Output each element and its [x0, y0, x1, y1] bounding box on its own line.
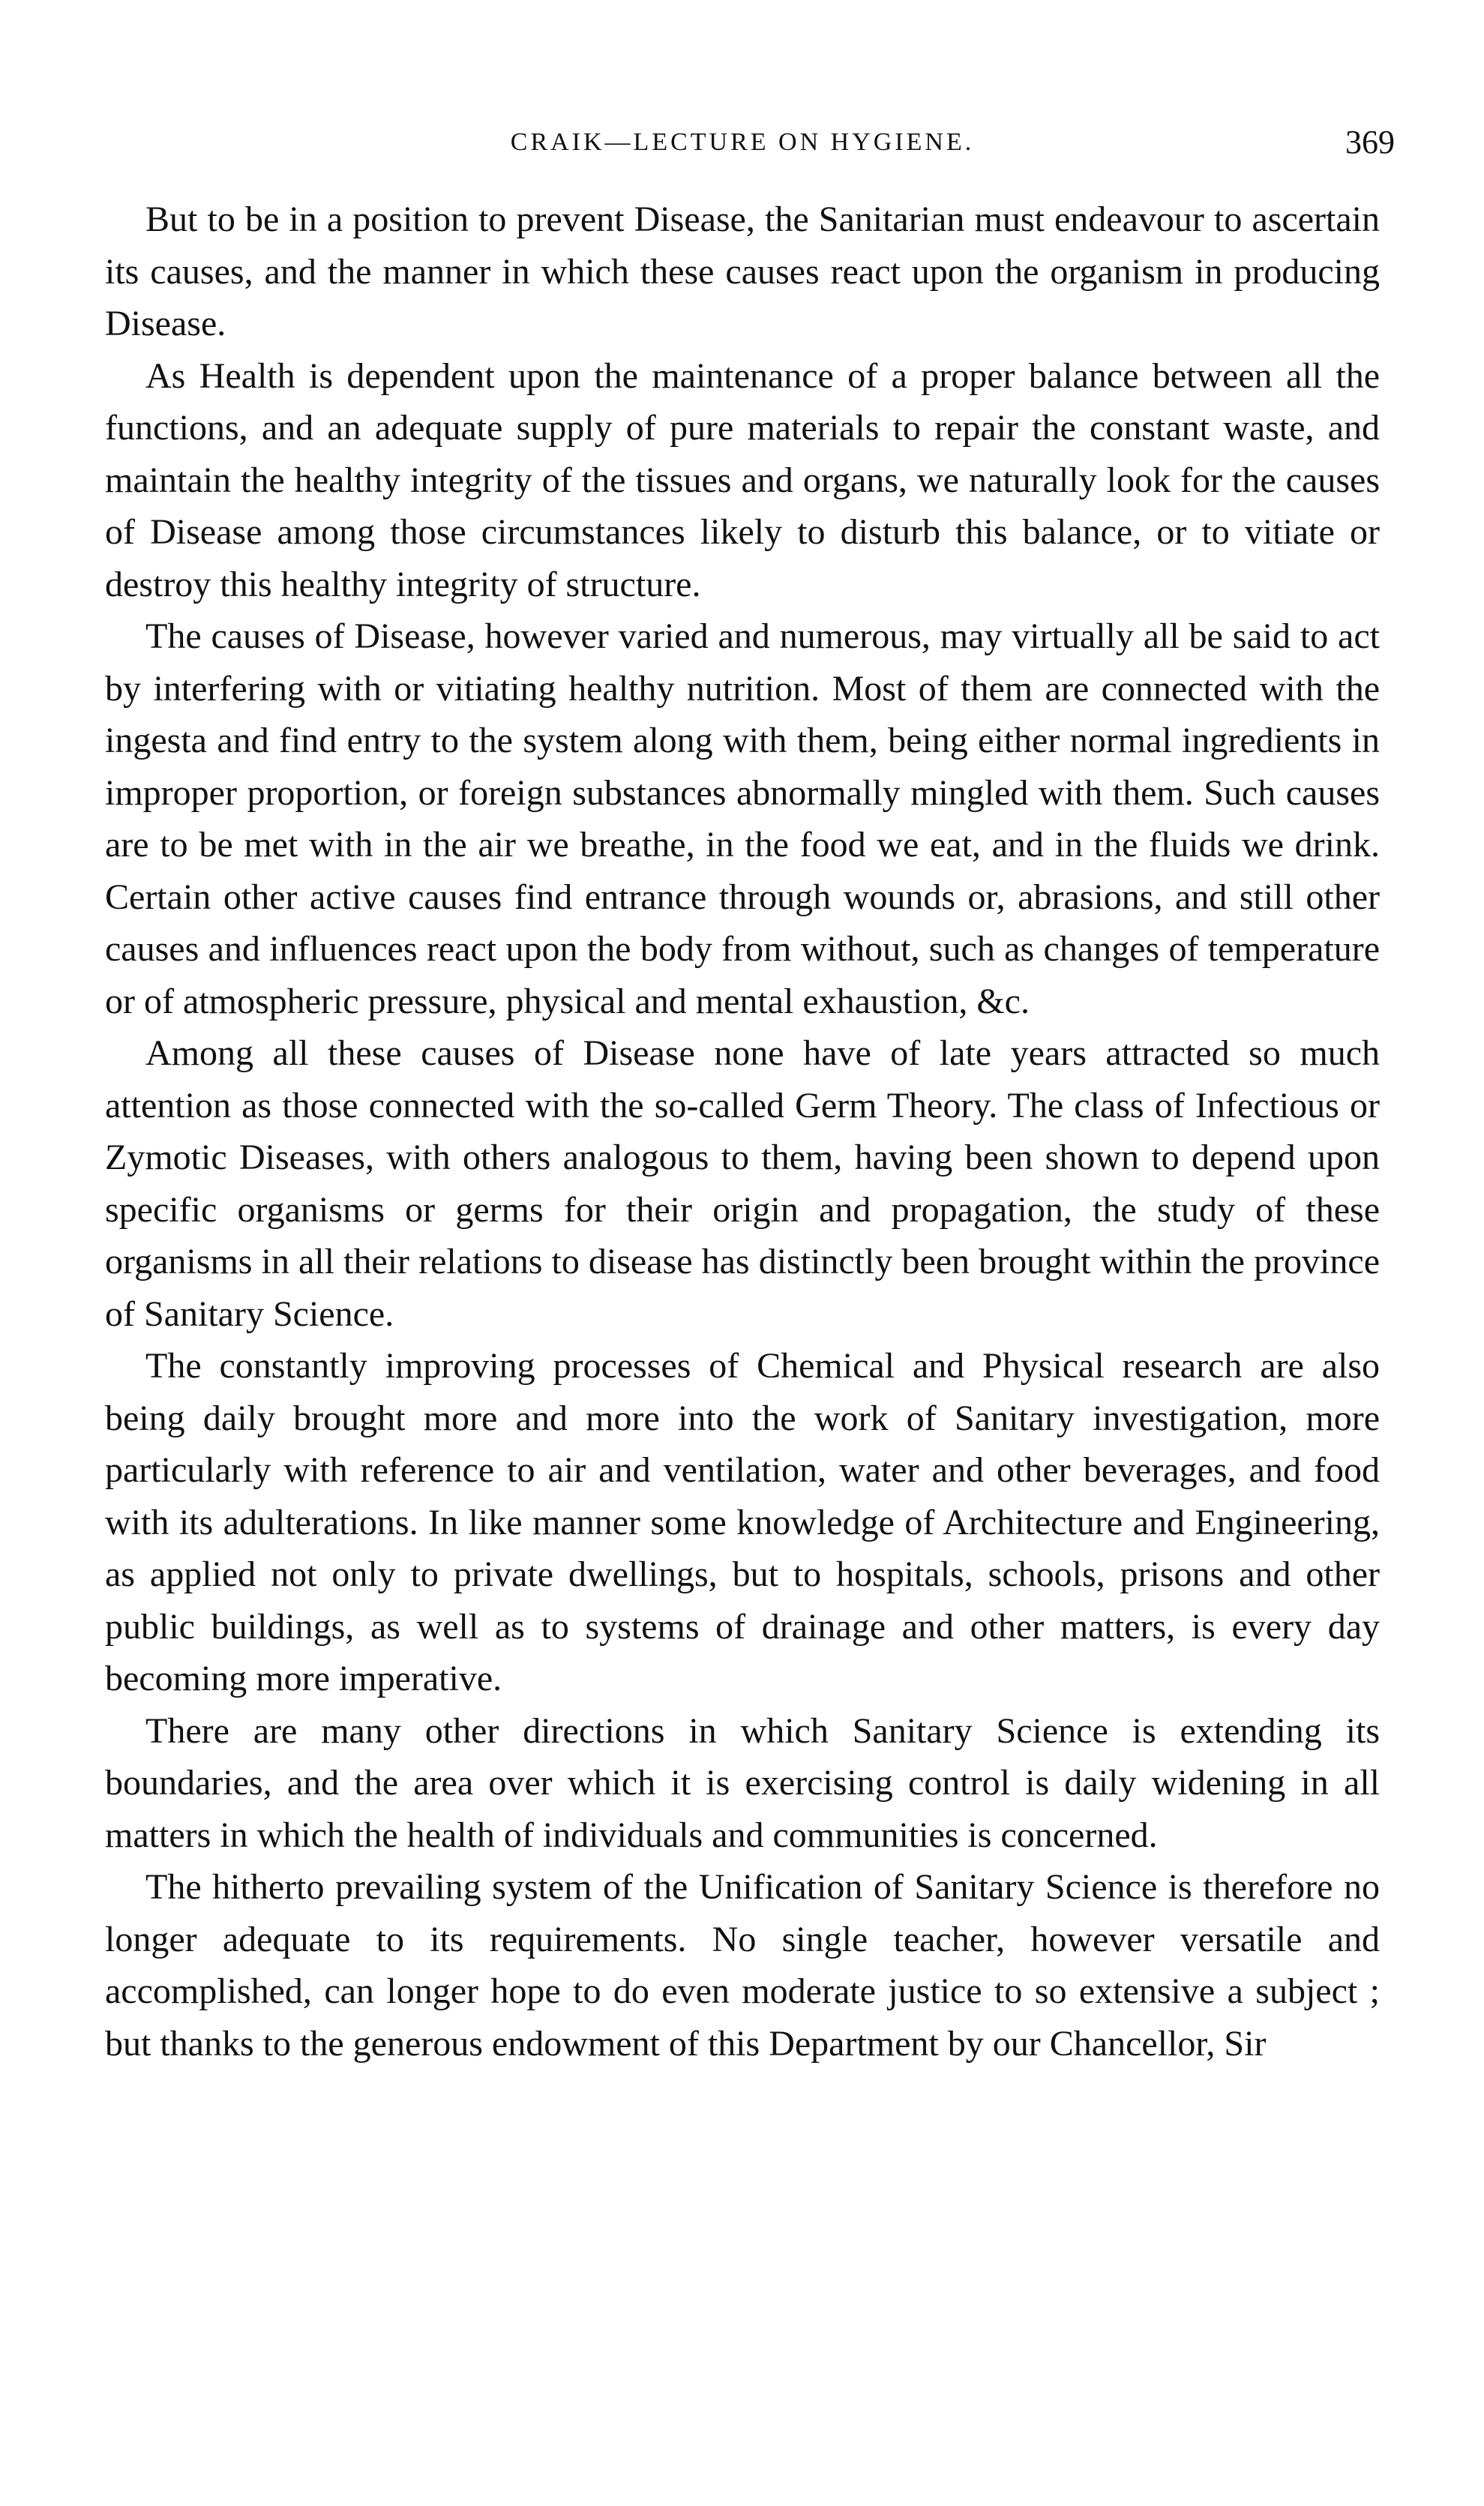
- paragraph-germ-theory: Among all these causes of Disease none have of late years attracted so much attention as those connected with the so-called Germ Theory. The class of Infectious or Zymotic Diseases, with others analogous to them, having been shown to depend upon specific organisms or germs for their origin and propagation, the study of these organisms in all their relations to disease has distinctly been brought within the province of Sanitary Science.: [105, 1033, 1380, 1334]
- paragraph-disease-prevention: But to be in a position to prevent Disease, the Sanitarian must endeavour to ascertain its causes, and the manner in which these causes react upon the organism in producing Disease.: [105, 199, 1380, 343]
- body-text: [105, 193, 1380, 2070]
- paragraph-health-balance: As Health is dependent upon the maintenance of a proper balance between all the functions, and an adequate supply of pure materials to repair the constant waste, and maintain the healthy integrity of the tissues and organs, we naturally look for the causes of Disease among those circumstances likely to disturb this balance, or to vitiate or destroy this healthy integrity of structure.: [105, 355, 1380, 604]
- running-head: [105, 120, 1395, 165]
- paragraph-chemical-physical-research: The constantly improving processes of Chemical and Physical research are also being daily brought more and more into the work of Sanitary investigation, more particularly with reference to air and ventilation, water and other beverages, and food with its adulterations. In like manner some knowledge of Architecture and Engineering, as applied not only to private dwellings, but to hospitals, schools, prisons and other public buildings, as well as to systems of drainage and other matters, is every day becoming more imperative.: [105, 1346, 1380, 1698]
- paragraph-causes-of-disease: The causes of Disease, however varied and numerous, may virtually all be said to act by interfering with or vitiating healthy nutrition. Most of them are connected with the ingesta and find entry to the system along with them, being either normal ingredients in improper proportion, or foreign substances abnormally mingled with them. Such causes are to be met with in the air we breathe, in the food we eat, and in the fluids we drink. Certain other active causes find entrance through wounds or, abrasions, and still other causes and influences react upon the body from without, such as changes of temperature or of atmospheric pressure, physical and mental exhaustion, &c.: [105, 616, 1380, 1021]
- paragraph-unification: The hitherto prevailing system of the Unification of Sanitary Science is therefore no longer adequate to its requirements. No single teacher, however versatile and accomplished, can longer hope to do even moderate justice to so extensive a subject ; but thanks to the generous endowment of this Department by our Chancellor, Sir: [105, 1867, 1380, 2064]
- page-number: 369: [1345, 124, 1395, 160]
- running-title: CRAIK—LECTURE ON HYGIENE.: [510, 128, 975, 156]
- paragraph-sanitary-boundaries: There are many other directions in which Sanitary Science is extending its boundaries, and the area over which it is exercising control is daily widening in all matters in which the health of individuals and communities is concerned.: [105, 1710, 1380, 1855]
